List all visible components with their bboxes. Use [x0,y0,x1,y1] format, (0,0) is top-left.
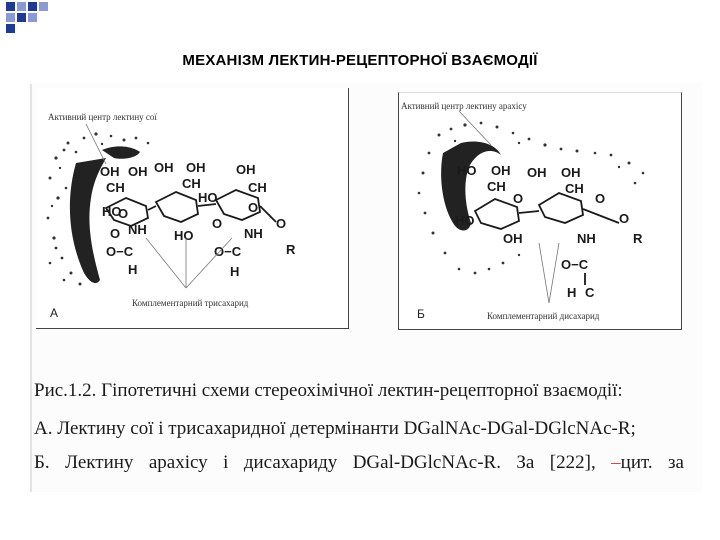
svg-text:CH: CH [487,179,506,194]
svg-text:HO: HO [102,204,122,219]
svg-text:O−C: O−C [106,244,134,259]
svg-text:OH: OH [527,165,547,180]
figure-caption-line-3 [34,452,684,474]
corner-decoration [0,0,60,40]
svg-text:NH: NH [128,222,147,237]
svg-text:HO: HO [174,228,194,243]
panel-a-caption-top: Активний центр лектину сої [48,112,157,122]
svg-text:OH: OH [561,165,581,180]
svg-text:O: O [118,206,129,221]
svg-text:O−C: O−C [214,244,242,259]
svg-text:H: H [567,285,577,300]
panel-a-caption-bottom: Комплементарний трисахарид [132,298,249,308]
svg-text:O−C: O−C [561,257,589,272]
svg-text:O: O [248,200,259,215]
svg-text:CH: CH [248,180,267,195]
svg-text:H: H [230,264,240,279]
svg-text:OH: OH [491,163,511,178]
svg-text:O: O [513,191,524,206]
peanut-lectin-scheme [399,93,681,329]
svg-text:O: O [212,216,223,231]
svg-text:NH: NH [244,226,263,241]
caption-dash-mark: – [611,452,621,473]
panel-a-letter: А [50,306,59,320]
svg-text:OH: OH [236,162,256,177]
figure-caption-line-1: Рис.1.2. Гіпотетичні схеми стереохімічної лектин-рецепторної взаємодії: [34,380,623,401]
caption-line-3-end: цит. за [620,452,684,473]
figure-panel-b [398,92,682,330]
soy-lectin-scheme [36,88,348,328]
caption-line-3-start: Б. Лектину арахісу і дисахариду DGal-DGlcNAc-R. За [222], [34,452,596,473]
panel-b-caption-bottom: Комплементарний дисахарид [487,311,600,321]
figure-caption-line-2: А. Лектину сої і трисахаридної детермінанти DGalNAc-DGal-DGlcNAc-R; [34,418,636,439]
slide-title: МЕХАНІЗМ ЛЕКТИН-РЕЦЕПТОРНОЇ ВЗАЄМОДІЇ [182,52,538,69]
svg-text:OH: OH [154,160,174,175]
svg-text:R: R [633,231,643,246]
svg-text:HO: HO [457,163,477,178]
svg-text:O: O [110,226,121,241]
figure-panel-a [36,88,349,329]
svg-text:HO: HO [198,190,218,205]
svg-text:NH: NH [577,231,596,246]
svg-text:O: O [276,216,287,231]
svg-text:R: R [286,242,296,257]
svg-text:CH: CH [106,180,125,195]
svg-text:O: O [595,191,606,206]
svg-text:OH: OH [186,160,206,175]
svg-text:CH: CH [565,181,584,196]
panel-b-caption-top: Активний центр лектину арахісу [401,101,527,111]
svg-text:OH: OH [503,231,523,246]
svg-text:OH: OH [128,164,148,179]
svg-text:HO: HO [455,213,475,228]
svg-text:OH: OH [100,164,120,179]
panel-b-letter: Б [417,307,425,321]
scan-edge [30,84,32,492]
svg-text:H: H [128,262,138,277]
svg-text:O: O [619,211,630,226]
svg-text:C: C [585,285,595,300]
svg-text:CH: CH [182,176,201,191]
